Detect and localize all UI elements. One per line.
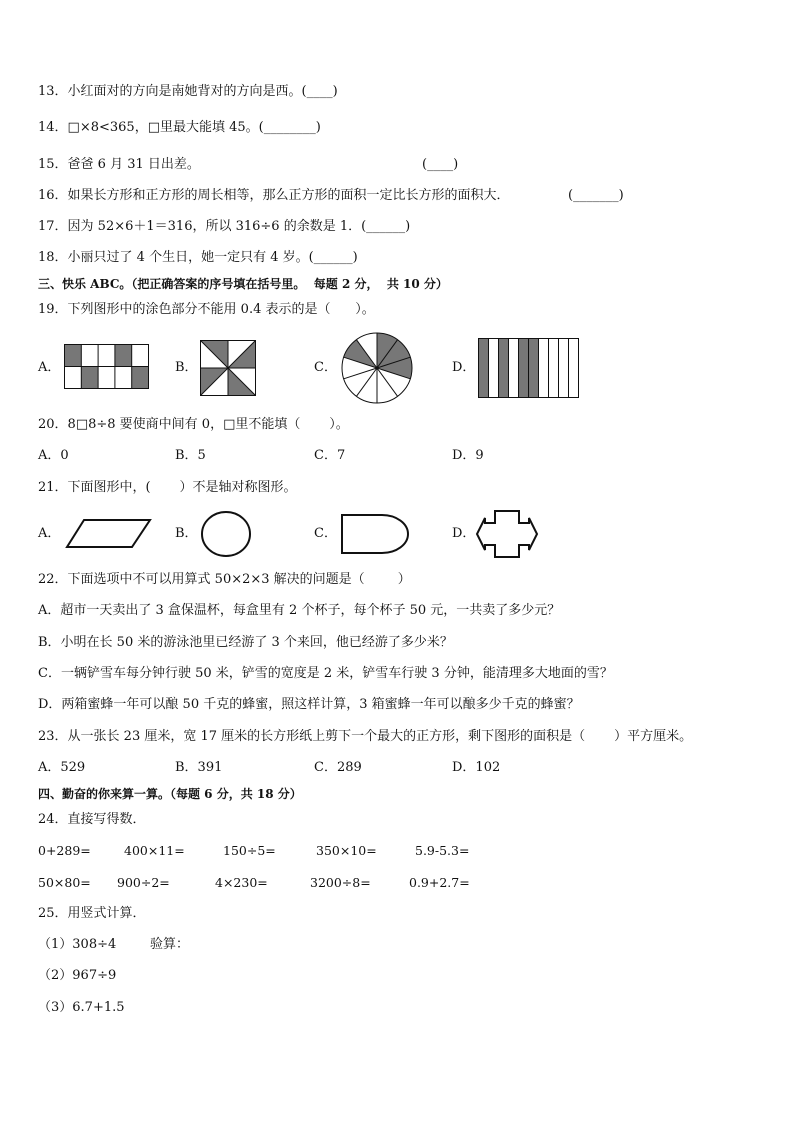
q21-label-c: C． bbox=[314, 526, 337, 541]
q20-option-a: A．0 bbox=[38, 448, 69, 463]
q25-item-2: （2）967÷9 bbox=[38, 968, 117, 983]
q24-row1-item: 400×11= bbox=[124, 843, 185, 858]
question-16: 16．如果长方形和正方形的周长相等，那么正方形的面积一定比长方形的面积大． bbox=[38, 188, 510, 203]
section-4-heading: 四、勤奋的你来算一算。（每题 6 分，共 18 分） bbox=[38, 787, 302, 801]
q23-option-a: A．529 bbox=[38, 760, 86, 775]
q19-label-b: B． bbox=[175, 360, 198, 375]
q20-option-b: B．5 bbox=[175, 448, 206, 463]
question-17: 17．因为 52×6＋1＝316，所以 316÷6 的余数是 1．(______) bbox=[38, 219, 411, 234]
q24-row2-item: 900÷2= bbox=[117, 875, 170, 890]
q22-option-c: C．一辆铲雪车每分钟行驶 50 米，铲雪的宽度是 2 米，铲雪车行驶 3 分钟，能清理多大地面的雪？ bbox=[38, 666, 613, 681]
q24-row2-item: 4×230= bbox=[215, 875, 268, 890]
q23-option-c: C．289 bbox=[314, 760, 362, 775]
q19-strips-figure-d bbox=[478, 338, 580, 398]
q24-row2-item: 0.9+2.7= bbox=[409, 875, 470, 890]
q24-row1-item: 5.9-5.3= bbox=[415, 843, 470, 858]
q21-label-b: B． bbox=[175, 526, 198, 541]
q25-item-3: （3）6.7+1.5 bbox=[38, 1000, 125, 1015]
question-18: 18．小丽只过了 4 个生日，她一定只有 4 岁。(______) bbox=[38, 250, 358, 265]
q22-option-d: D．两箱蜜蜂一年可以酿 50 千克的蜂蜜，照这样计算，3 箱蜜蜂一年可以酿多少千克的蜂蜜？ bbox=[38, 697, 580, 712]
q23-option-b: B．391 bbox=[175, 760, 223, 775]
q21-label-a: A． bbox=[38, 526, 61, 541]
q20-option-d: D．9 bbox=[452, 448, 484, 463]
question-21-stem: 21．下面图形中，( ）不是轴对称图形。 bbox=[38, 480, 297, 495]
question-25-stem: 25．用竖式计算． bbox=[38, 906, 146, 921]
q19-label-d: D． bbox=[452, 360, 476, 375]
q22-option-a: A．超市一天卖出了 3 盒保温杯，每盒里有 2 个杯子，每个杯子 50 元，一共卖了多少元？ bbox=[38, 603, 561, 618]
section-3-heading: 三、快乐 ABC。（把正确答案的序号填在括号里。 每题 2 分， 共 10 分） bbox=[38, 277, 448, 291]
q19-square-figure-b bbox=[200, 340, 256, 396]
question-15: 15．爸爸 6 月 31 日出差。 bbox=[38, 157, 200, 172]
question-20-stem: 20．8□8÷8 要使商中间有 0，□里不能填（ ）。 bbox=[38, 417, 349, 432]
q24-row1-item: 150÷5= bbox=[223, 843, 276, 858]
question-19-stem: 19．下列图形中的涂色部分不能用 0.4 表示的是（ ）。 bbox=[38, 302, 375, 317]
q24-row2-item: 50×80= bbox=[38, 875, 91, 890]
question-23-stem: 23．从一张长 23 厘米，宽 17 厘米的长方形纸上剪下一个最大的正方形，剩下图形的面积是（ ）平方厘米。 bbox=[38, 729, 693, 744]
q19-grid-figure-a bbox=[64, 344, 150, 390]
q24-row2-item: 3200÷8= bbox=[310, 875, 371, 890]
q21-label-d: D． bbox=[452, 526, 476, 541]
question-22-stem: 22．下面选项中不可以用算式 50×2×3 解决的问题是（ ） bbox=[38, 572, 411, 587]
question-16-blank: (_______) bbox=[568, 188, 624, 203]
q20-option-c: C．7 bbox=[314, 448, 346, 463]
question-13: 13．小红面对的方向是南她背对的方向是西。(____) bbox=[38, 84, 338, 99]
q22-option-b: B．小明在长 50 米的游泳池里已经游了 3 个来回，他已经游了多少米？ bbox=[38, 635, 453, 650]
question-24-stem: 24．直接写得数． bbox=[38, 812, 146, 827]
q24-row1-item: 0+289= bbox=[38, 843, 91, 858]
q25-check-label: 验算： bbox=[150, 937, 190, 952]
q19-circle-figure-c bbox=[340, 331, 414, 405]
q25-item-1: （1）308÷4 bbox=[38, 937, 117, 952]
q21-circle-figure-b bbox=[200, 510, 252, 558]
question-15-blank: (____) bbox=[422, 157, 459, 172]
q19-label-a: A． bbox=[38, 360, 61, 375]
q24-row1-item: 350×10= bbox=[316, 843, 377, 858]
q23-option-d: D．102 bbox=[452, 760, 501, 775]
q19-label-c: C． bbox=[314, 360, 337, 375]
q21-arrow-cross-figure-d bbox=[475, 509, 539, 559]
question-14: 14．□×8<365，□里最大能填 45。(________) bbox=[38, 120, 321, 135]
q21-capsule-figure-c bbox=[340, 513, 410, 555]
q21-parallelogram-figure-a bbox=[64, 518, 154, 550]
